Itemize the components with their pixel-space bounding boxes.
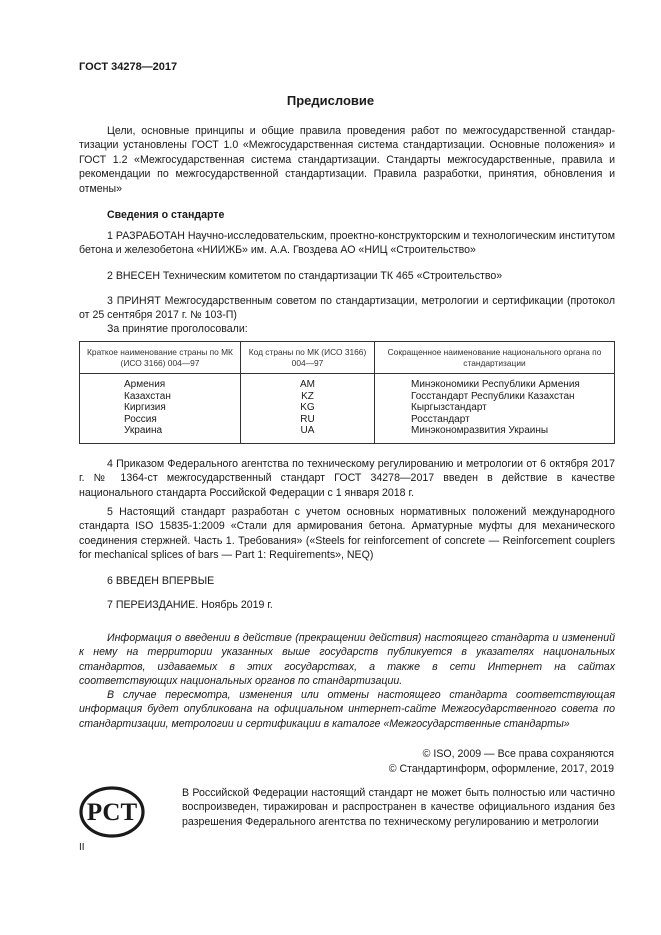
copyright-iso: © ISO, 2009 — Все права сохраняются: [422, 748, 614, 760]
copyright-standartinform: © Стандартинформ, оформление, 2017, 2019: [388, 763, 614, 775]
intro-text-rest: тизации установлены ГОСТ 1.0 «Межгосударственная система стандартизации. Основные положения» и ГОСТ 1.2 «Межгосударственная система стандартизации. Стандарты межгосударственные, правила и рекомендации по межгосударственной стандартизации. Правила разработки, принятия, обновления и отмены»: [79, 139, 615, 195]
info-notice-2-text: В случае пересмотра, изменения или отмены настоящего стандарта соответствующая информация будет опубликована на официальном интернет-сайте Межгосударственного совета по стандартизации, метрологии и сертификации в каталоге «Межгосударственные стандарты»: [79, 689, 615, 730]
item-1-text: 1 РАЗРАБОТАН Научно-исследовательским, проектно-конструкторским и технологическим институтом бетона и железобетона «НИИЖБ» им. А.А. Гвоздева АО «НИЦ «Строительство»: [79, 230, 615, 257]
country-name: Киргизия: [124, 402, 166, 414]
country-code: KG: [241, 402, 375, 414]
standards-body: Минэкономразвития Украины: [375, 425, 615, 443]
country-code: KZ: [241, 391, 375, 403]
page-title: Предисловие: [286, 93, 375, 108]
intro-text-first: Цели, основные принципы и общие правила проведения работ по межгосударственной стандар-: [107, 125, 615, 137]
country-name: Россия: [124, 413, 157, 425]
country-code: AM: [241, 374, 375, 391]
rst-logo-icon: [79, 785, 145, 839]
country-name: Украина: [124, 425, 163, 437]
item-3: [79, 294, 615, 323]
info-heading: Сведения о стандарте: [107, 209, 225, 221]
voted-label: За принятие проголосовали:: [107, 323, 248, 335]
item-7: 7 ПЕРЕИЗДАНИЕ. Ноябрь 2019 г.: [107, 599, 273, 611]
info-notice-1: [79, 631, 615, 689]
item-1: [79, 229, 615, 258]
table-row: [80, 402, 615, 414]
standards-body: Минэкономики Республики Армения: [375, 374, 615, 391]
country-code: UA: [241, 425, 375, 443]
country-name: Армения: [124, 379, 166, 390]
rst-logo-letters: РСТ: [86, 799, 138, 826]
standards-body: Госстандарт Республики Казахстан: [375, 391, 615, 403]
table-row: [80, 391, 615, 403]
standards-body: Кыргызстандарт: [375, 402, 615, 414]
table-header-row: [80, 342, 615, 374]
country-table: [79, 341, 615, 444]
intro-paragraph: [79, 124, 615, 196]
page-number: II: [79, 842, 85, 853]
table-header-body: Сокращенное наименование национального органа по стандартизации: [375, 342, 615, 374]
item-2: 2 ВНЕСЕН Техническим комитетом по стандартизации ТК 465 «Строительство»: [107, 270, 503, 282]
standards-body: Росстандарт: [375, 414, 615, 426]
table-row: [80, 374, 615, 391]
table-row: [80, 425, 615, 443]
country-code: RU: [241, 414, 375, 426]
info-notice-2: [79, 688, 615, 731]
item-4-text: 4 Приказом Федерального агентства по техническому регулированию и метрологии от 6 октября 2017 г. № 1364-ст межгосударственный стандарт ГОСТ 34278—2017 введен в действие в качестве национального стандарта Российской Федерации с 1 января 2018 г.: [79, 458, 615, 499]
item-3-text: 3 ПРИНЯТ Межгосударственным советом по стандартизации, метрологии и сертификации (протокол от 25 сентября 2017 г. № 103-П): [79, 295, 615, 322]
item-5-text: 5 Настоящий стандарт разработан с учетом основных нормативных положений международного стандарта ISO 15835-1:2009 «Стали для армирования бетона. Арматурные муфты для механического соединения стержней. Часть 1. Требования» («Steels for reinforcement of concrete — Reinforcement couplers for mechanical splices of bars — Part 1: Requirements», NEQ): [79, 506, 615, 562]
table-header-code: Код страны по МК (ИСО 3166) 004—97: [241, 342, 375, 374]
info-notice-1-text: Информация о введении в действие (прекращении действия) настоящего стандарта и изменений к нему на территории указанных выше государств публикуется в указателях национальных стандартов, издаваемых в этих государствах, а также в сети Интернет на сайтах соответствующих национальных органов по стандартизации.: [79, 632, 615, 688]
rf-notice: В Российской Федерации настоящий стандарт не может быть полностью или частично воспроизведен, тиражирован и распространен в качестве официального издания без разрешения Федерального агентства по техническому регулированию и метрологии: [182, 787, 615, 828]
standard-id-header: ГОСТ 34278—2017: [79, 61, 178, 73]
table-row: [80, 414, 615, 426]
item-6: 6 ВВЕДЕН ВПЕРВЫЕ: [107, 575, 215, 587]
country-name: Казахстан: [124, 390, 171, 402]
item-4: [79, 457, 615, 500]
table-header-country: Краткое наименование страны по МК (ИСО 3166) 004—97: [80, 342, 241, 374]
item-5: [79, 505, 615, 563]
